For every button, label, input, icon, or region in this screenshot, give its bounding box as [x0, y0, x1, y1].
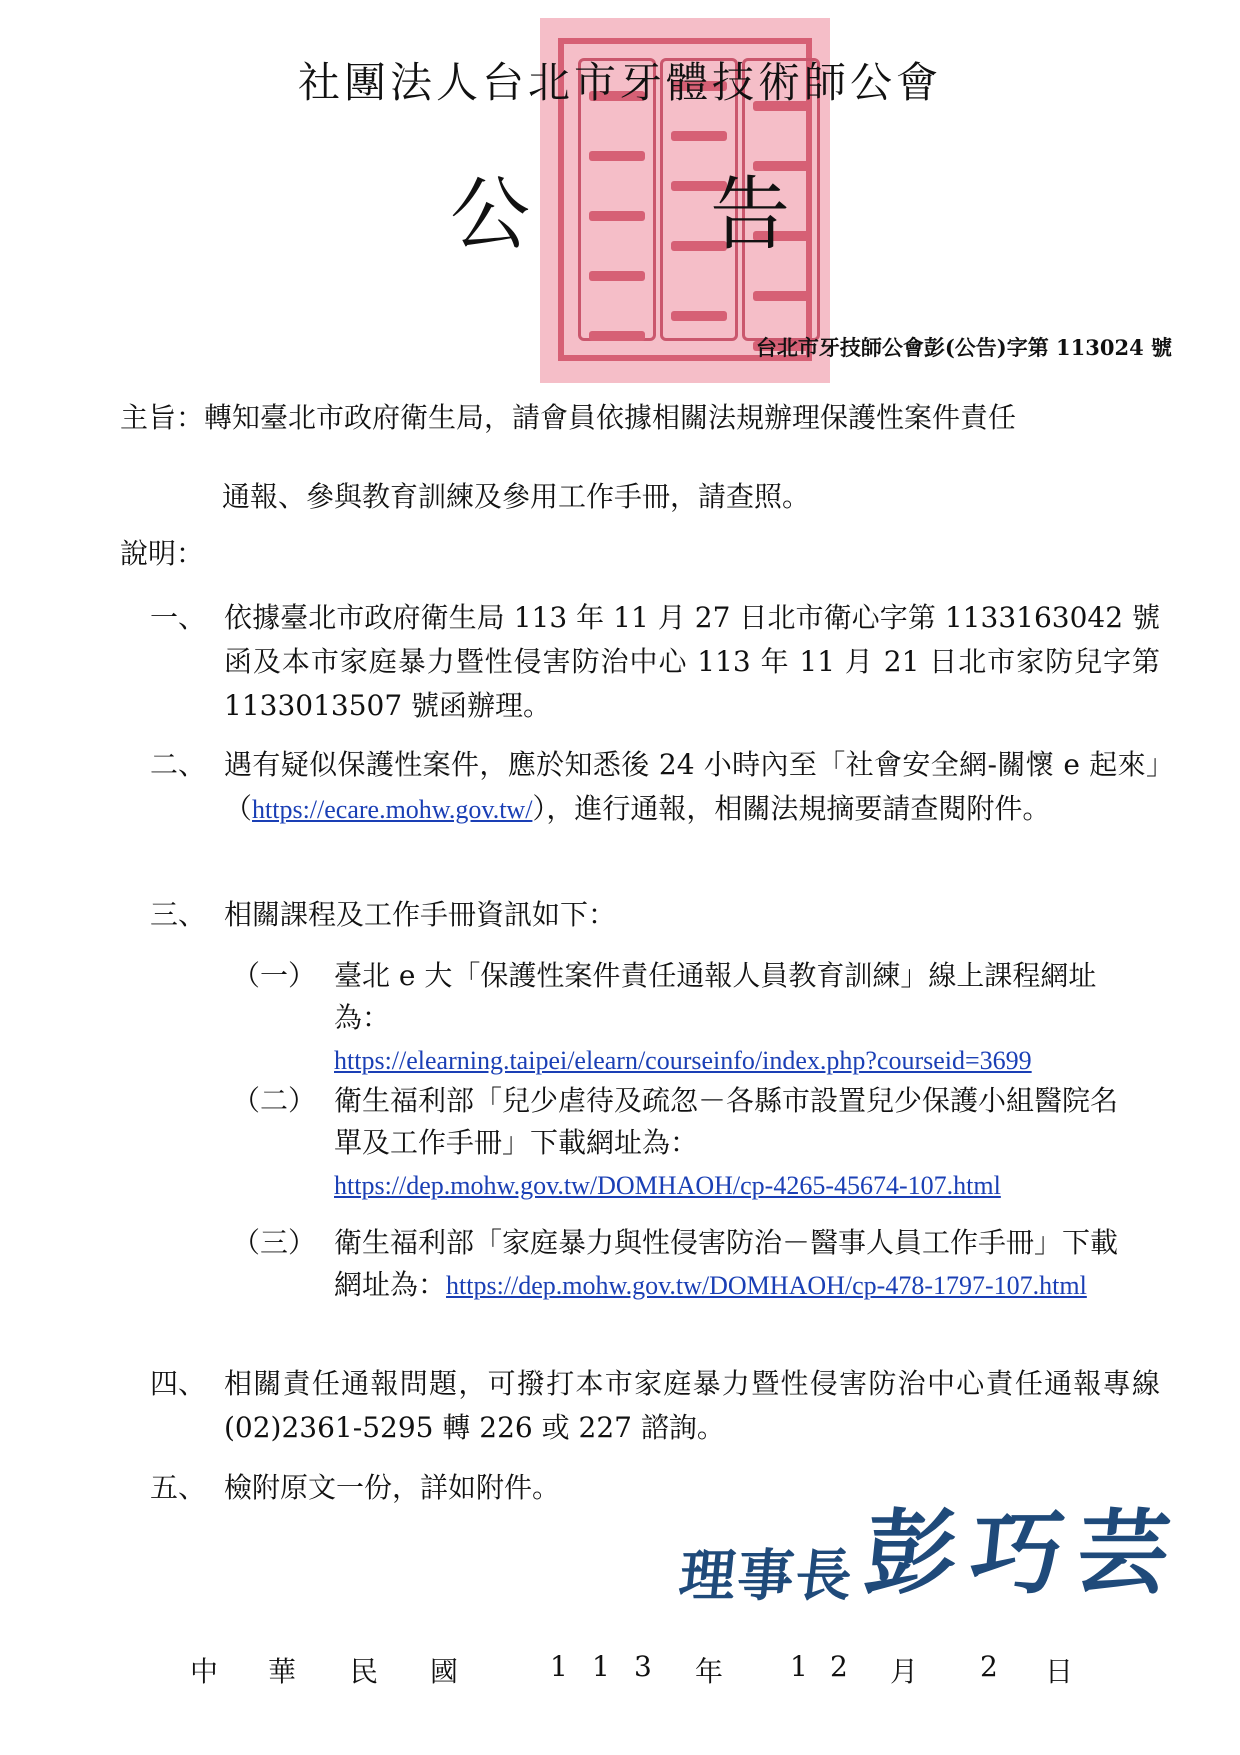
date-char: 1	[592, 1650, 610, 1683]
date-char: 華	[268, 1655, 297, 1688]
elearning-link[interactable]: https://elearning.taipei/elearn/courseinfo/index.php?courseid=3699	[334, 1046, 1032, 1075]
date-char: 1	[550, 1650, 568, 1683]
date-char: 3	[634, 1650, 652, 1683]
date-char: 2	[980, 1650, 998, 1683]
subject-text-1: 轉知臺北市政府衛生局，請會員依據相關法規辦理保護性案件責任	[204, 401, 1017, 434]
item-number: 四、	[150, 1367, 207, 1400]
item-number: 一、	[150, 601, 207, 634]
item-number: 二、	[150, 748, 207, 781]
item-text: 相關責任通報問題，可撥打本市家庭暴力暨性侵害防治中心責任通報專線(02)2361-5295 轉 226 或 227 諮詢。	[224, 1367, 1160, 1444]
chairperson-signature	[676, 1480, 1189, 1612]
subitem-text: 衛生福利部「家庭暴力與性侵害防治－醫事人員工作手冊」下載網址為：	[334, 1226, 1119, 1301]
notice-char-2: 告	[710, 168, 790, 261]
domestic-violence-manual-link[interactable]: https://dep.mohw.gov.tw/DOMHAOH/cp-478-1797-107.html	[446, 1271, 1087, 1300]
date-char: 民	[350, 1655, 379, 1688]
subject-label: 主旨：	[120, 401, 205, 434]
signature-role: 理事長	[676, 1544, 857, 1609]
subitem-1	[232, 955, 1132, 1082]
date-char: 國	[430, 1655, 459, 1688]
subitem-text: 臺北 e 大「保護性案件責任通報人員教育訓練」線上課程網址為：	[334, 959, 1097, 1034]
subject-line	[120, 395, 1160, 441]
subitem-number: （一）	[232, 959, 317, 992]
notice-char-1: 公	[450, 168, 530, 261]
item-text: 檢附原文一份，詳如附件。	[224, 1471, 561, 1504]
organization-title: 社團法人台北市牙體技術師公會	[297, 58, 942, 107]
notice-heading	[450, 150, 790, 265]
ecare-link[interactable]: https://ecare.mohw.gov.tw/	[252, 795, 533, 824]
date-char: 2	[830, 1650, 848, 1683]
explanation-item-3	[150, 893, 1160, 937]
child-protection-link[interactable]: https://dep.mohw.gov.tw/DOMHAOH/cp-4265-45674-107.html	[334, 1171, 1001, 1200]
item-text: 相關課程及工作手冊資訊如下：	[224, 898, 617, 931]
subitem-3	[232, 1222, 1132, 1307]
explanation-item-4	[150, 1362, 1160, 1450]
subitem-number: （二）	[232, 1084, 317, 1117]
explanation-item-1	[150, 596, 1160, 728]
date-char: 日	[1045, 1655, 1074, 1688]
explanation-item-2	[150, 743, 1160, 832]
subject-text-2: 通報、參與教育訓練及參用工作手冊，請查照。	[222, 480, 811, 513]
subitem-2	[232, 1080, 1132, 1207]
date-char: 月	[890, 1655, 919, 1688]
signature-name: 彭巧芸	[859, 1500, 1189, 1607]
item-text: 遇有疑似保護性案件，應於知悉後 24 小時內至「社會安全網-關懷 e 起來」（https://ecare.mohw.gov.tw/），進行通報，相關法規摘要請查閱附件。	[224, 748, 1160, 825]
date-char: 年	[695, 1655, 724, 1688]
item-number: 五、	[150, 1471, 207, 1504]
item-number: 三、	[150, 898, 207, 931]
subitem-text: 衛生福利部「兒少虐待及疏忽－各縣市設置兒少保護小組醫院名單及工作手冊」下載網址為：	[334, 1084, 1119, 1159]
date-char: 中	[190, 1655, 219, 1688]
explanation-label: 說明：	[120, 537, 205, 570]
subitem-number: （三）	[232, 1226, 317, 1259]
date-char: 1	[790, 1650, 808, 1683]
item-text: 依據臺北市政府衛生局 113 年 11 月 27 日北市衛心字第 1133163042 號函及本市家庭暴力暨性侵害防治中心 113 年 11 月 21 日北市家防兒字第 1133013507 號函辦理。	[224, 601, 1160, 722]
document-number: 台北市牙技師公會彭(公告)字第 113024 號	[755, 335, 1172, 360]
